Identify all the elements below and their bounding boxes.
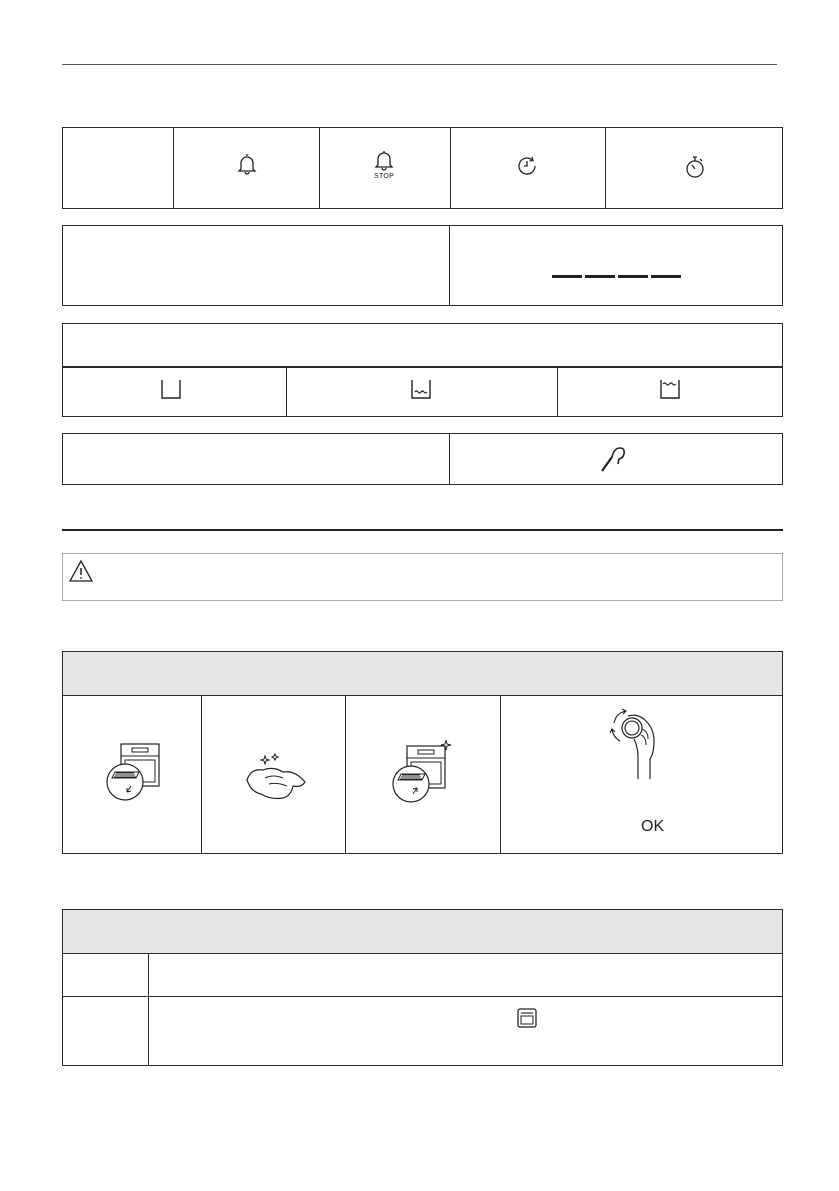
warning-triangle-icon — [68, 559, 94, 583]
dash-line-indicator — [552, 274, 682, 280]
oven-insert-tray-icon — [389, 740, 453, 804]
bell-icon — [237, 152, 257, 176]
full-tank-icon — [659, 378, 681, 400]
food-probe-icon — [598, 444, 628, 474]
warning-box — [62, 553, 783, 601]
wipe-hand-icon — [243, 752, 311, 802]
section-rule — [62, 529, 783, 531]
hand-knob-icon — [608, 707, 664, 785]
stop-label: STOP — [374, 173, 395, 180]
bell-stop-icon — [374, 150, 394, 172]
ok-label: OK — [641, 818, 665, 835]
empty-tank-icon — [160, 378, 182, 400]
water-tank-table — [62, 323, 783, 417]
clock-arrow-icon — [515, 154, 539, 178]
header-rule — [62, 64, 777, 65]
oven-remove-tray-icon — [103, 742, 165, 804]
probe-table — [62, 433, 783, 485]
oven-square-icon — [517, 1008, 537, 1028]
display-table — [62, 225, 783, 306]
stopwatch-icon — [683, 154, 707, 180]
half-tank-icon — [410, 378, 432, 400]
timer-icons-table — [62, 127, 783, 209]
cleaning-table — [62, 651, 783, 854]
status-table — [62, 909, 783, 1066]
